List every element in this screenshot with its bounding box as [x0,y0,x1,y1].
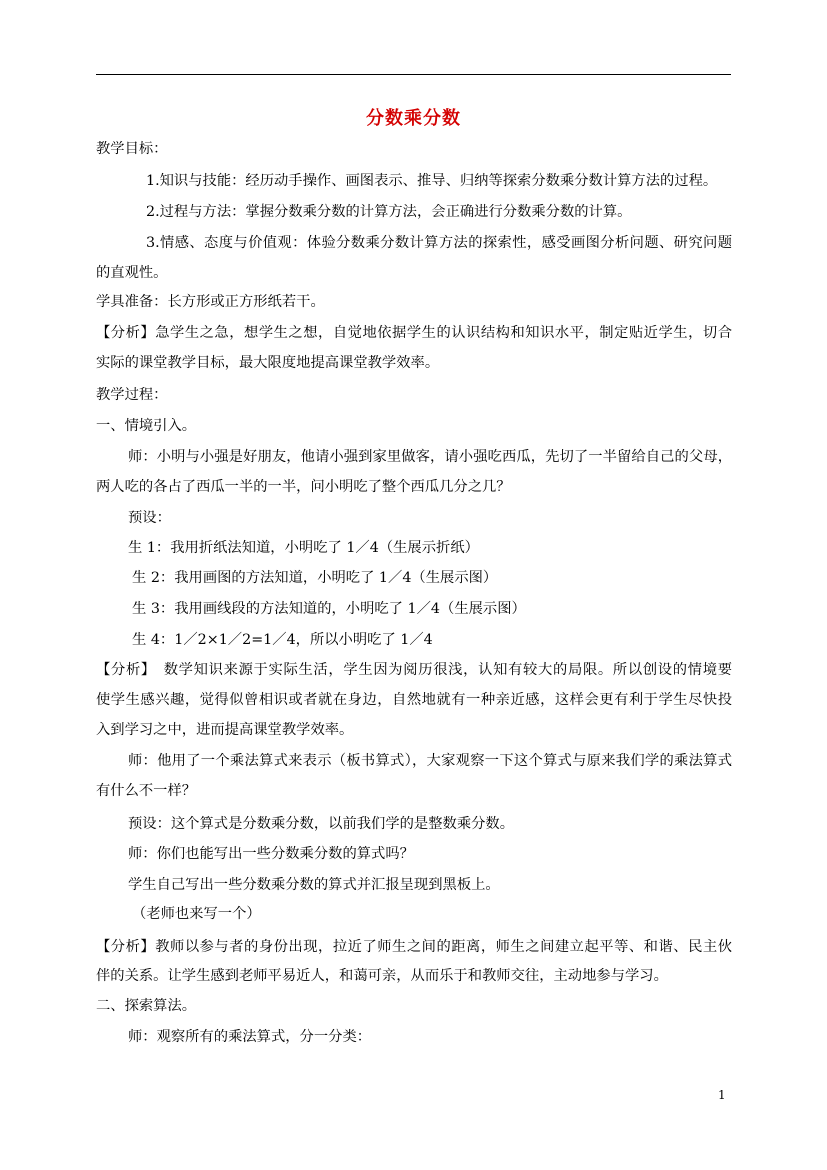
text-line: 使学生感兴趣，觉得似曾相识或者就在身边，自然地就有一种亲近感，这样会更有利于学生尽快投 [96,692,732,708]
text-line: 学具准备：长方形或正方形纸若干。 [96,294,325,310]
text-line: 3.情感、态度与价值观：体验分数乘分数计算方法的探索性，感受画图分析问题、研究问题 [146,235,732,251]
text-line: 【分析】教师以参与者的身份出现，拉近了师生之间的距离，师生之间建立起平等、和谐、民主伙 [96,939,732,955]
text-line: 生 1：我用折纸法知道，小明吃了 1／4（生展示折纸） [128,540,479,556]
text-line: 预设：这个算式是分数乘分数，以前我们学的是整数乘分数。 [128,816,515,832]
text-line: 一、情境引入。 [96,418,197,434]
text-line: 师：他用了一个乘法算式来表示（板书算式），大家观察一下这个算式与原来我们学的乘法算式 [128,753,732,769]
header-rule [96,74,731,75]
text-line: 教学过程： [96,387,168,403]
text-line: 预设： [128,510,171,526]
text-line: 生 2：我用画图的方法知道，小明吃了 1／4（生展示图） [132,570,498,586]
text-line: 1.知识与技能：经历动手操作、画图表示、推导、归纳等探索分数乘分数计算方法的过程。 [146,173,718,189]
text-line: 二、探索算法。 [96,998,197,1014]
text-line: 两人吃的各占了西瓜一半的一半，问小明吃了整个西瓜几分之几？ [96,479,511,495]
text-line: 生 3：我用画线段的方法知道的，小明吃了 1／4（生展示图） [132,601,526,617]
text-line: （老师也来写一个） [132,906,261,922]
text-line: 有什么不一样？ [96,783,197,799]
document-title: 分数乘分数 [366,108,461,129]
text-line: 师：你们也能写出一些分数乘分数的算式吗？ [128,846,414,862]
text-line: 师：观察所有的乘法算式，分一分类： [128,1029,372,1045]
text-line: 【分析】急学生之急，想学生之想，自觉地依据学生的认识结构和知识水平，制定贴近学生，切合 [96,325,732,341]
text-line: 【分析】 数学知识来源于实际生活，学生因为阅历很浅，认知有较大的局限。所以创设的情境要 [96,662,732,678]
text-line: 入到学习之中，进而提高课堂教学效率。 [96,722,354,738]
text-line: 2.过程与方法：掌握分数乘分数的计算方法，会正确进行分数乘分数的计算。 [146,204,632,220]
text-line: 生 4：1／2×1／2=1／4，所以小明吃了 1／4 [132,632,433,648]
text-line: 师：小明与小强是好朋友，他请小强到家里做客，请小强吃西瓜，先切了一半留给自己的父母， [128,449,732,465]
text-line: 实际的课堂教学目标，最大限度地提高课堂教学效率。 [96,355,440,371]
text-line: 教学目标： [96,141,168,157]
text-line: 伴的关系。让学生感到老师平易近人，和蔼可亲，从而乐于和教师交往，主动地参与学习。 [96,968,668,984]
text-line: 学生自己写出一些分数乘分数的算式并汇报呈现到黑板上。 [128,877,500,893]
text-line: 的直观性。 [96,265,168,281]
page-number: 1 [718,1088,726,1102]
